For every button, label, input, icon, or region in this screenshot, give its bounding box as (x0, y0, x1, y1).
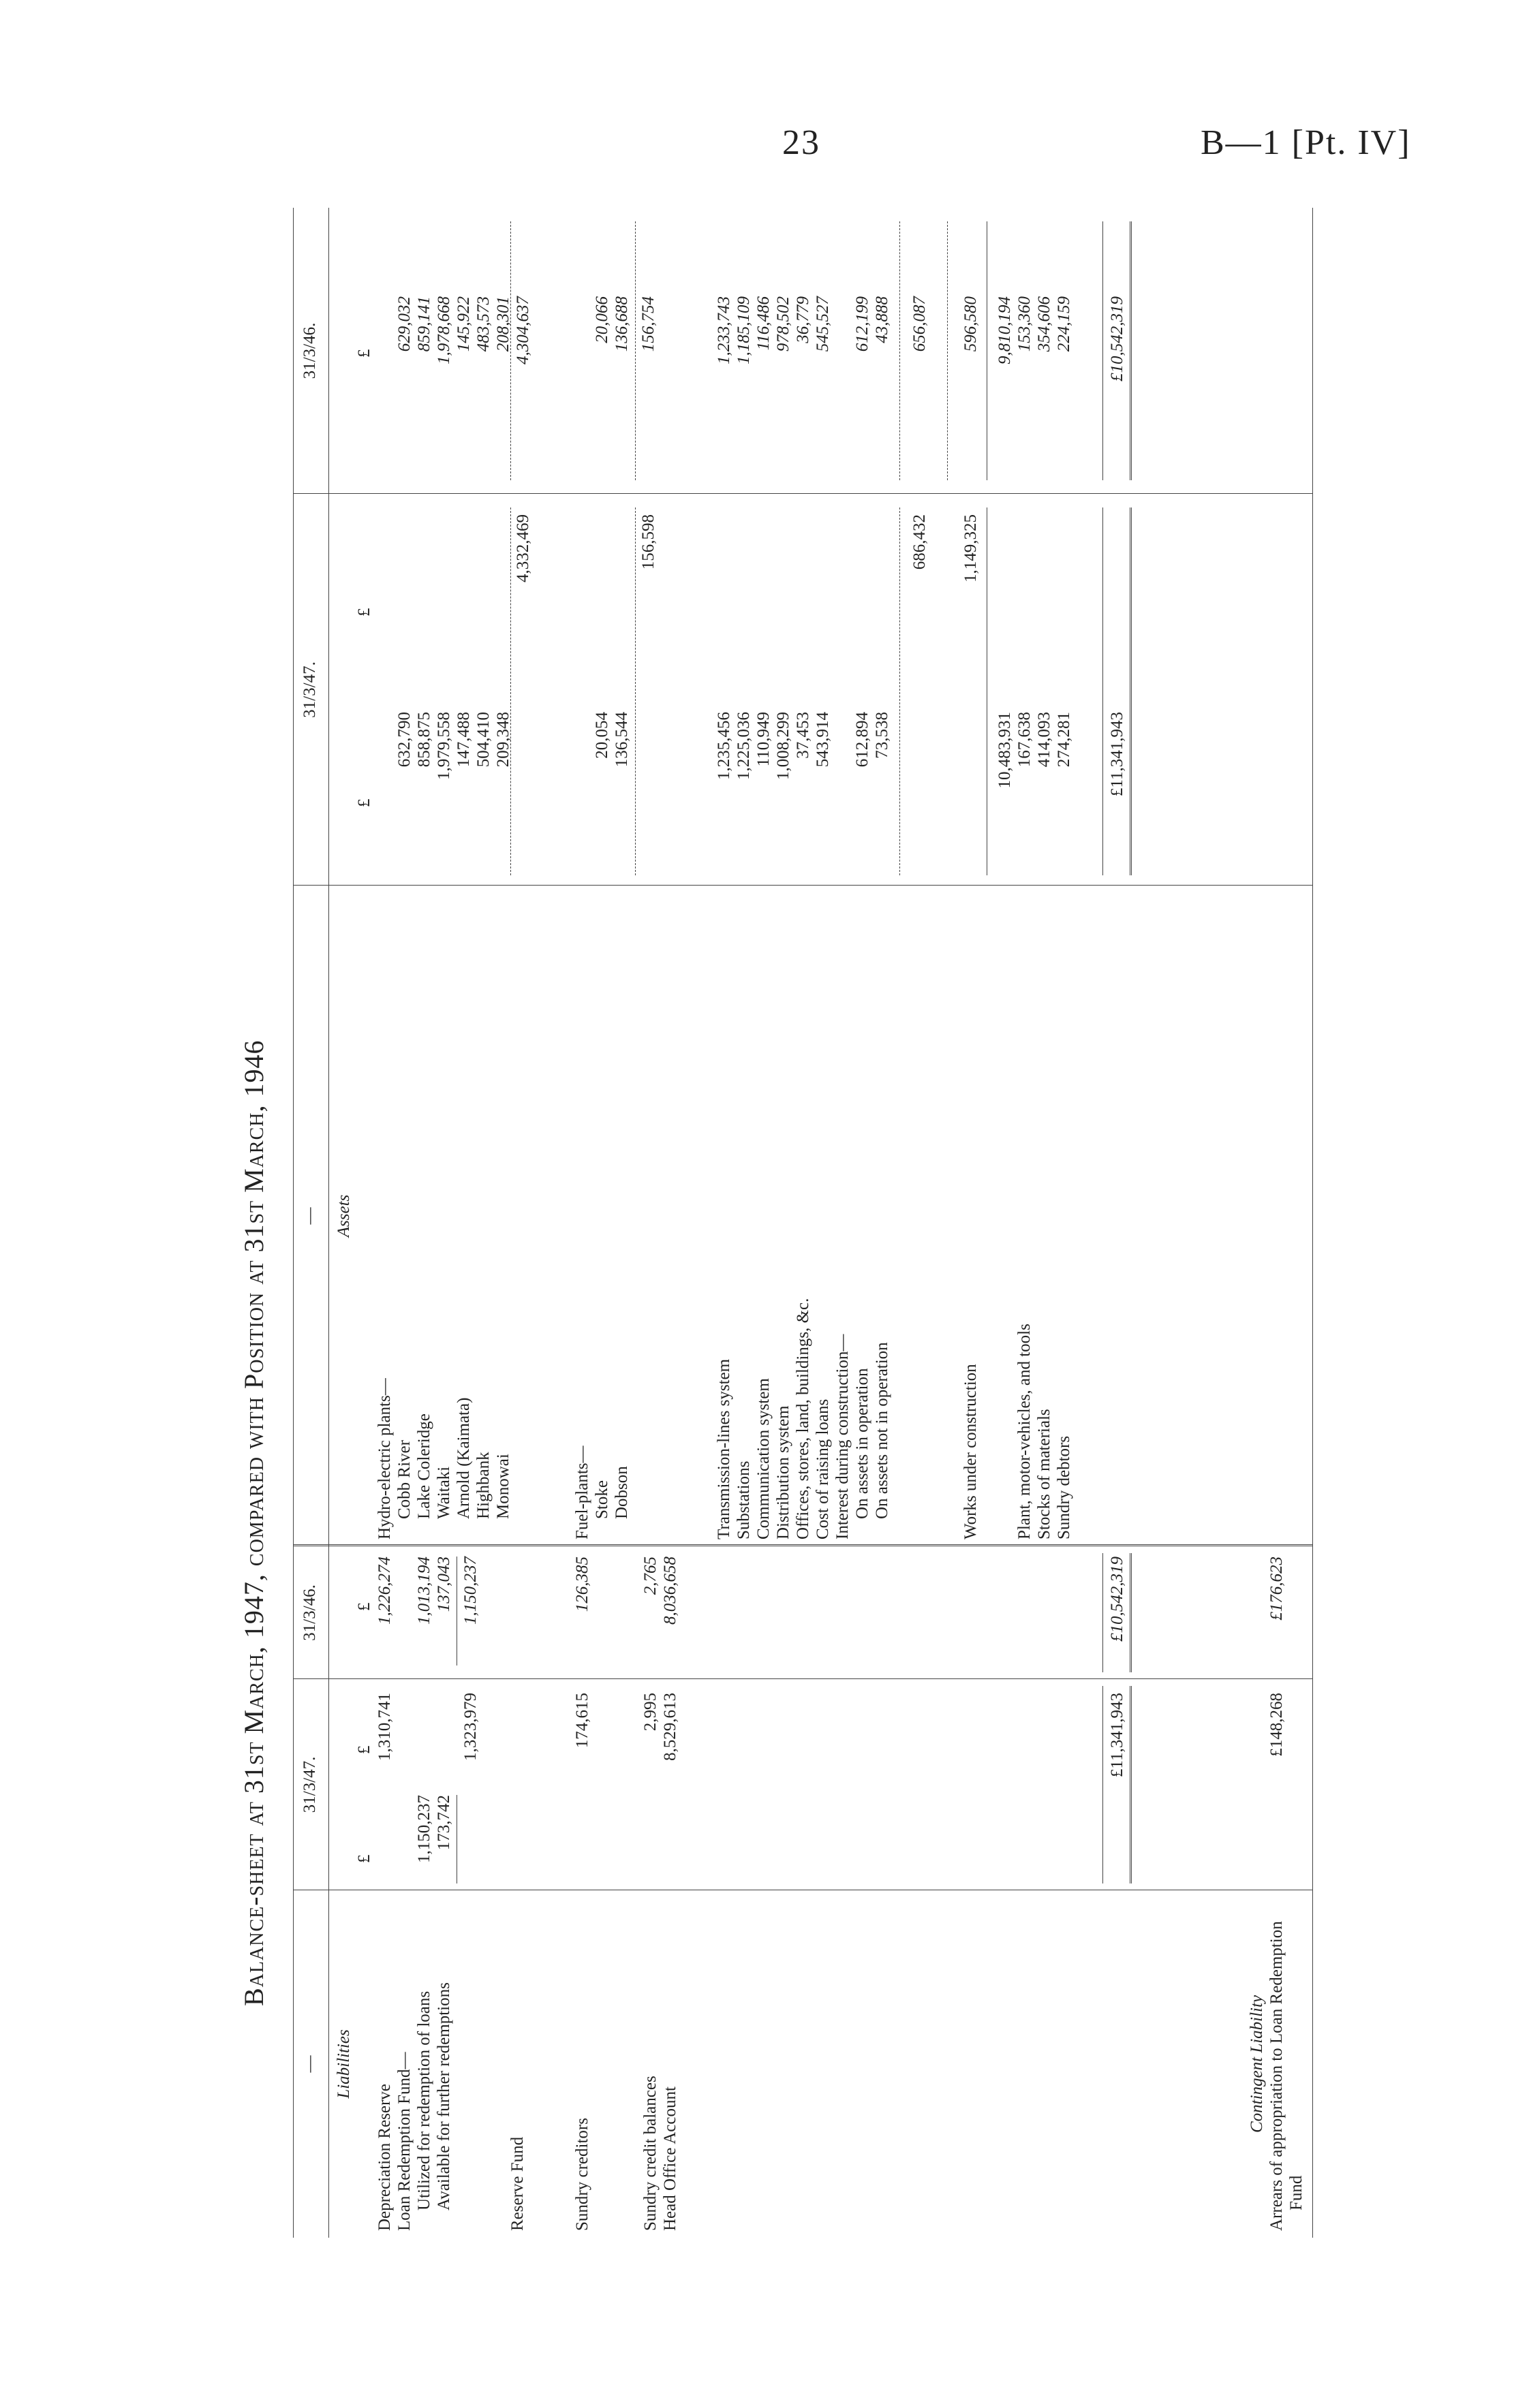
asset-row-5-47: 543,914 (814, 712, 832, 768)
assets-total-double-47 (1130, 507, 1132, 875)
subtotal-46: 9,810,194 (995, 296, 1014, 364)
liab-total-double-47 (1130, 1686, 1132, 1883)
stocks-46: 354,606 (1035, 296, 1053, 352)
hydro-item-3-47: 147,488 (454, 712, 473, 768)
asset-row-2-47: 110,949 (754, 712, 773, 767)
assets-heading: Assets (335, 1194, 353, 1238)
contingent-label-1: Arrears of appropriation to Loan Redemption (1267, 1921, 1286, 2231)
stocks-label: Stocks of materials (1035, 1409, 1053, 1539)
asset-row-0-label: Transmission-lines system (715, 1358, 733, 1539)
hydro-item-0-label: Cobb River (395, 1440, 414, 1519)
hydro-item-3-46: 145,922 (454, 296, 473, 352)
liab-total-rule-46 (1102, 1553, 1103, 1672)
contingent-47: £148,268 (1267, 1693, 1286, 1757)
sundry-credit-balances-46: 2,765 (641, 1557, 660, 1595)
fuel-sub-rule-47 (635, 507, 636, 875)
interest-in-op-label: On assets in operation (853, 1368, 871, 1519)
asset-row-5-label: Cost of raising loans (814, 1398, 832, 1539)
fuel-stoke-47: 20,054 (593, 712, 611, 759)
debtors-label: Sundry debtors (1055, 1435, 1073, 1539)
debtors-46: 224,159 (1055, 296, 1073, 352)
works-47: 1,149,325 (961, 514, 980, 582)
header-rule (328, 208, 329, 2238)
asset-row-3-47: 1,008,299 (774, 712, 792, 780)
pound-l47b: £ (355, 1745, 373, 1754)
depreciation-reserve-47: 1,310,741 (375, 1693, 394, 1761)
col-head-assets: — (300, 1207, 319, 1225)
contingent-heading: Contingent Liability (1248, 1995, 1266, 2133)
fuel-total-46: 156,754 (639, 296, 658, 352)
works-label: Works under construction (961, 1364, 980, 1539)
hydro-item-1-47: 858,875 (415, 712, 433, 768)
asset-row-0-46: 1,233,743 (715, 296, 733, 364)
hydro-label: Hydro-electric plants— (375, 1378, 394, 1539)
pound-a47b: £ (355, 608, 373, 616)
interest-in-op-46: 612,199 (853, 296, 871, 352)
hydro-item-0-46: 629,032 (395, 296, 414, 352)
interest-rule-47 (899, 507, 900, 875)
loan-available-47: 173,742 (435, 1795, 453, 1851)
head-office-account-46: 8,036,658 (661, 1557, 679, 1625)
depreciation-reserve-label: Depreciation Reserve (375, 2084, 394, 2231)
depreciation-reserve-46: 1,226,274 (375, 1557, 394, 1625)
works-rule-46 (947, 221, 948, 480)
assets-total-double-46 (1130, 221, 1132, 480)
liabilities-heading: Liabilities (335, 2029, 353, 2099)
hydro-item-2-label: Waitaki (435, 1466, 453, 1519)
loan-available-46: 137,043 (435, 1557, 453, 1612)
hydro-item-4-46: 483,573 (474, 296, 493, 352)
interest-not-op-label: On assets not in operation (873, 1342, 891, 1519)
asset-row-1-47: 1,225,036 (735, 712, 753, 780)
interest-not-op-47: 73,538 (873, 712, 891, 759)
col-head-l46: 31/3/46. (300, 1584, 319, 1641)
hydro-sub-rule-46 (510, 221, 511, 480)
hydro-item-5-46: 208,301 (494, 296, 512, 352)
loan-utilized-46: 1,013,194 (415, 1557, 433, 1625)
subtotal-47: 10,483,931 (995, 712, 1014, 789)
divider-center (293, 1544, 1312, 1546)
hydro-item-5-47: 209,348 (494, 712, 512, 768)
col-head-a47: 31/3/47. (300, 661, 319, 718)
interest-total-46: 656,087 (910, 296, 929, 352)
asset-row-4-label: Offices, stores, land, buildings, &c. (794, 1298, 812, 1539)
loan-redemption-label: Loan Redemption Fund— (395, 2052, 414, 2231)
pound-a46: £ (355, 349, 373, 358)
fuel-total-47: 156,598 (639, 514, 658, 570)
contingent-46: £176,623 (1267, 1557, 1286, 1621)
reserve-fund-label: Reserve Fund (508, 2136, 527, 2231)
table-bottom-rule (1312, 208, 1313, 2238)
fuel-stoke-46: 20,066 (593, 296, 611, 343)
asset-row-4-46: 36,779 (794, 296, 812, 343)
plant-47: 167,638 (1015, 712, 1034, 768)
page-number: 23 (782, 123, 820, 162)
asset-row-1-label: Substations (735, 1460, 753, 1539)
hydro-item-4-47: 504,410 (474, 712, 493, 768)
head-office-account-label: Head Office Account (661, 2086, 679, 2231)
interest-total-47: 686,432 (910, 514, 929, 570)
interest-label: Interest during construction— (833, 1334, 852, 1539)
divider-47-46 (293, 1678, 1312, 1679)
interest-rule-46 (899, 221, 900, 480)
hydro-item-1-label: Lake Coleridge (415, 1413, 433, 1519)
hydro-item-5-label: Monowai (494, 1454, 512, 1519)
assets-total-46: £10,542,319 (1108, 296, 1126, 381)
asset-row-3-46: 978,502 (774, 296, 792, 352)
asset-row-5-46: 545,527 (814, 296, 832, 352)
pound-l46: £ (355, 1602, 373, 1611)
table-top-rule (293, 208, 294, 2238)
page-title: Balance-sheet at 31st March, 1947, compared with Position at 31st March, 1946 (238, 1039, 269, 2006)
asset-row-4-47: 37,453 (794, 712, 812, 759)
document-reference: B—1 [Pt. IV] (1201, 123, 1411, 162)
hydro-sub-rule-47 (510, 507, 511, 875)
hydro-total-47: 4,332,469 (514, 514, 532, 582)
col-head-l47: 31/3/47. (300, 1756, 319, 1813)
fuel-dobson-label: Dobson (613, 1466, 631, 1519)
sundry-creditors-47: 174,615 (573, 1693, 591, 1749)
liabilities-total-46: £10,542,319 (1108, 1557, 1126, 1642)
pound-a47a: £ (355, 798, 373, 807)
sundry-credit-balances-47: 2,995 (641, 1693, 660, 1732)
asset-row-1-46: 1,185,109 (735, 296, 753, 364)
contingent-label-2: Fund (1287, 2175, 1306, 2210)
head-office-account-47: 8,529,613 (661, 1693, 679, 1761)
assets-total-rule-47 (1102, 507, 1103, 875)
works-46: 596,580 (961, 296, 980, 352)
hydro-item-0-47: 632,790 (395, 712, 414, 768)
loan-utilized-label: Utilized for redemption of loans (415, 1990, 433, 2210)
sundry-creditors-label: Sundry creditors (573, 2118, 591, 2231)
pound-l47a: £ (355, 1854, 373, 1863)
fuel-dobson-46: 136,688 (613, 296, 631, 352)
fuel-stoke-label: Stoke (593, 1480, 611, 1519)
liab-total-rule-47 (1102, 1686, 1103, 1883)
hydro-total-46: 4,304,637 (514, 296, 532, 364)
plant-46: 153,360 (1015, 296, 1034, 352)
col-head-liab: — (300, 2055, 319, 2073)
hydro-item-3-label: Arnold (Kaimata) (454, 1397, 473, 1519)
divider-a47-a46 (293, 493, 1312, 494)
asset-row-2-label: Communication system (754, 1378, 773, 1539)
interest-not-op-46: 43,888 (873, 296, 891, 343)
hydro-item-2-46: 1,978,668 (435, 296, 453, 364)
loan-total-47: 1,323,979 (461, 1693, 480, 1761)
balance-sheet (204, 208, 1349, 2238)
loan-total-46: 1,150,237 (461, 1557, 480, 1625)
hydro-item-1-46: 859,141 (415, 296, 433, 352)
sundry-creditors-46: 126,385 (573, 1557, 591, 1612)
asset-row-2-46: 116,486 (754, 296, 773, 351)
assets-total-47: £11,341,943 (1108, 712, 1126, 797)
assets-total-rule-46 (1102, 221, 1103, 480)
plant-label: Plant, motor-vehicles, and tools (1015, 1324, 1034, 1539)
hydro-item-4-label: Highbank (474, 1452, 493, 1519)
hydro-item-2-47: 1,979,558 (435, 712, 453, 780)
fuel-dobson-47: 136,544 (613, 712, 631, 768)
liab-total-double-46 (1130, 1553, 1132, 1672)
liabilities-total-47: £11,341,943 (1108, 1693, 1126, 1778)
debtors-47: 274,281 (1055, 712, 1073, 768)
sundry-credit-balances-label: Sundry credit balances (641, 2076, 660, 2231)
loan-available-label: Available for further redemptions (435, 1982, 453, 2210)
stocks-47: 414,093 (1035, 712, 1053, 768)
fuel-sub-rule-46 (635, 221, 636, 480)
asset-row-3-label: Distribution system (774, 1405, 792, 1539)
asset-row-0-47: 1,235,456 (715, 712, 733, 780)
fuel-label: Fuel-plants— (573, 1445, 591, 1539)
divider-assets-47 (293, 885, 1312, 886)
interest-in-op-47: 612,894 (853, 712, 871, 768)
loan-utilized-47: 1,150,237 (415, 1795, 433, 1863)
col-head-a46: 31/3/46. (300, 322, 319, 379)
